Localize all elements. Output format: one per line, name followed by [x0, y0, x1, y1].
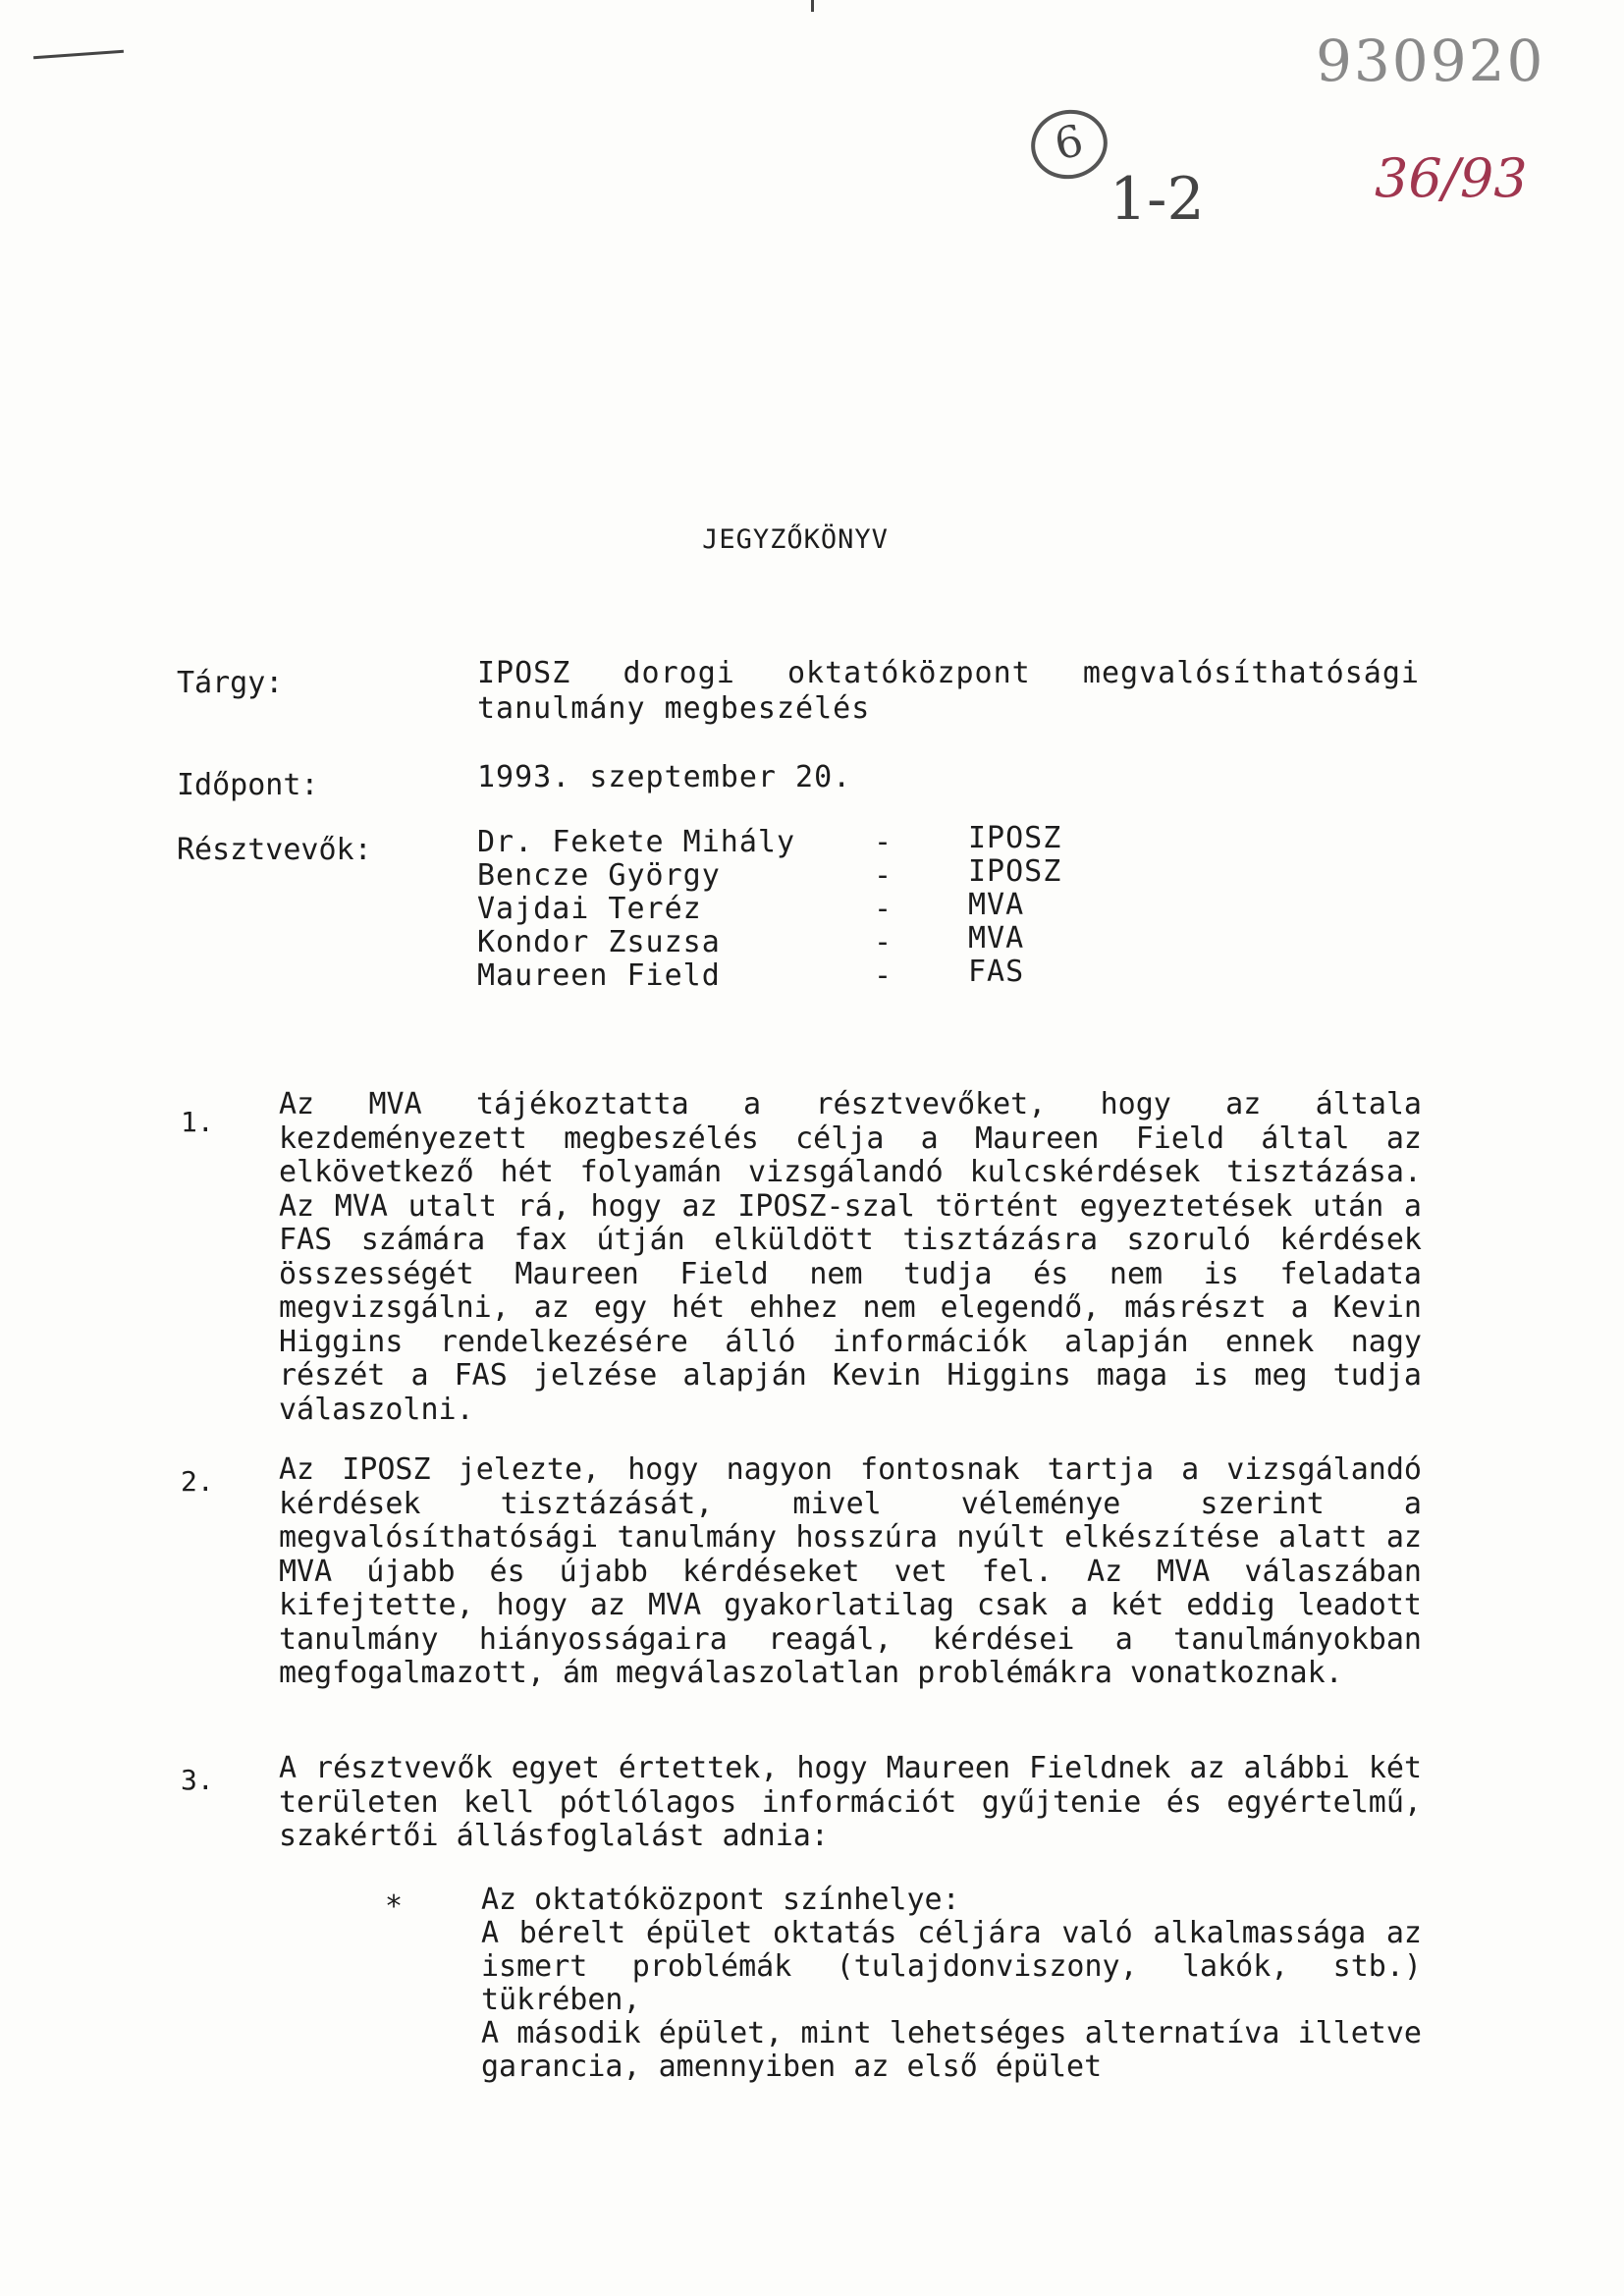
participant-dash: - [874, 892, 893, 926]
participant-dash: - [874, 825, 893, 859]
circled-number-annotation: 6 [1025, 103, 1114, 187]
participant-org: IPOSZ [968, 854, 1062, 889]
participant-dash: - [874, 858, 893, 893]
item-number: 2. [181, 1465, 214, 1498]
participants-label: Résztvevők: [177, 833, 372, 867]
handwritten-page-range: 1-2 [1110, 165, 1205, 234]
participant-org: MVA [968, 921, 1025, 956]
item-paragraph: Az MVA tájékoztatta a résztvevőket, hogy az általa kezdeményezett megbeszélés célja a Maureen Field által az elkövetkező hét folyamán vizsgálandó kulcskérdések tisztázása. Az MVA utalt rá, hogy az IPOSZ-szal történt egyeztetések után a FAS számára fax útján elküldött tisztázásra szoruló kérdések összességét Maureen Field nem tudja és nem is feladata megvizsgálni, az egy hét ehhez nem elegendő, másrészt a Kevin Higgins rendelkezésére álló információk alapján ennek nagy részét a FAS jelzése alapján Kevin Higgins maga is meg tudja válaszolni. [279, 1087, 1422, 1427]
participant-name: Dr. Fekete Mihály [477, 825, 796, 859]
item-number: 1. [181, 1106, 214, 1138]
participant-name: Bencze György [477, 858, 721, 893]
bullet-marker: * [385, 1889, 404, 1924]
participant-org: IPOSZ [968, 821, 1062, 855]
participant-name: Maureen Field [477, 958, 721, 993]
participant-dash: - [874, 925, 893, 959]
participant-name: Kondor Zsuzsa [477, 925, 721, 959]
participant-name: Vajdai Teréz [477, 892, 702, 926]
scan-mark-top-left [33, 50, 124, 59]
participant-org: FAS [968, 955, 1025, 989]
handwritten-doc-number: 930920 [1316, 27, 1545, 94]
item-paragraph: Az IPOSZ jelezte, hogy nagyon fontosnak tartja a vizsgálandó kérdések tisztázását, mivel véleménye szerint a megvalósíthatósági tanulmány hosszúra nyúlt elkészítése alatt az MVA újabb és újabb kérdéseket vet fel. Az MVA válaszában kifejtette, hogy az MVA gyakorlatilag csak a két eddig leadott tanulmány hiányosságaira reagál, kérdései a tanulmányokban megfogalmazott, ám megválaszolatlan problémákra vonatkoznak. [279, 1452, 1422, 1690]
scan-mark-top-center [811, 0, 814, 12]
item-number: 3. [181, 1764, 214, 1796]
subject-value: IPOSZ dorogi oktatóközpont megvalósíthatósági tanulmány megbeszélés [477, 656, 1420, 726]
bullet-line-b: A második épület, mint lehetséges alternatíva illetve garancia, amennyiben az első épület [481, 2016, 1422, 2084]
participant-org: MVA [968, 888, 1025, 922]
participant-dash: - [874, 958, 893, 993]
handwritten-file-number: 36/93 [1375, 147, 1528, 209]
document-title: JEGYZŐKÖNYV [702, 524, 889, 555]
subject-label: Tárgy: [177, 666, 284, 700]
date-label: Időpont: [177, 768, 319, 802]
bullet-heading: Az oktatóközpont színhelye: [481, 1883, 960, 1917]
date-value: 1993. szeptember 20. [477, 760, 852, 794]
item-paragraph: A résztvevők egyet értettek, hogy Maureen Fieldnek az alábbi két területen kell pótlólagos információt gyűjtenie és egyértelmű, szakértői állásfoglalást adnia: [279, 1751, 1422, 1853]
bullet-line-a: A bérelt épület oktatás céljára való alkalmassága az ismert problémák (tulajdonviszony, lakók, stb.) tükrében, [481, 1916, 1422, 2017]
